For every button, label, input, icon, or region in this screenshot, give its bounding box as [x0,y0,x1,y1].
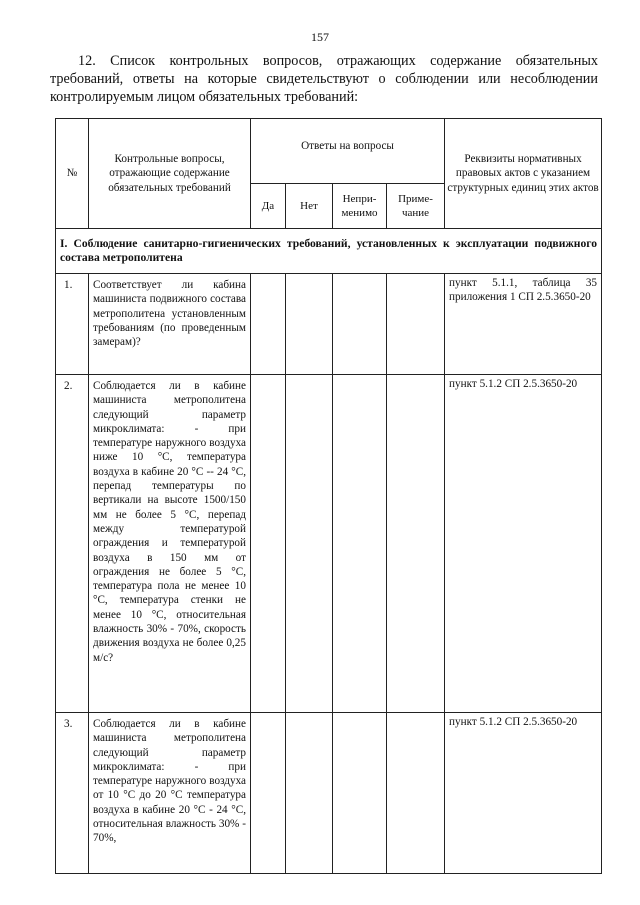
checklist-table [55,118,602,874]
note-cell[interactable] [387,713,445,874]
header-question: Контрольные вопросы, отражающие содержание обязательных требований [89,119,251,229]
intro-paragraph: 12. Список контрольных вопросов, отражающих содержание обязательных требований, ответы на которые свидетельствуют о соблюдении или несоблюдении контролируемым лицом обязательных требований: [50,53,598,105]
answer-no-cell[interactable] [286,375,333,713]
answer-na-cell[interactable] [333,375,387,713]
header-no: Нет [286,184,333,229]
row-question: Соблюдается ли в кабине машиниста метрополитена следующий параметр микроклимата: - при температуре наружного воздуха ниже 10 °С, температура воздуха в кабине 20 °С -- 24 °С, перепад температуры по вертикали на высоте 1500/150 мм не более 5 °С, перепад между температурой ограждения и температурой воздуха в 150 мм от ограждения не более 5 °С, температура пола не менее 10 °С, температура стенки не менее 10 °С, относительная влажность 30% - 70%, скорость движения воздуха не более 0,25 м/с? [89,375,251,713]
header-not-applicable: Непри-менимо [333,184,387,229]
answer-na-cell[interactable] [333,713,387,874]
row-requisite: пункт 5.1.1, таблица 35 приложения 1 СП 2.5.3650-20 [445,274,602,375]
answer-yes-cell[interactable] [251,274,286,375]
section-title: I. Соблюдение санитарно-гигиенических требований, установленных к эксплуатации подвижного состава метрополитена [56,229,602,274]
section-row [56,229,602,274]
header-note: Приме-чание [387,184,445,229]
note-cell[interactable] [387,274,445,375]
header-num: № [56,119,89,229]
table-row [56,274,602,375]
header-answers: Ответы на вопросы [251,119,445,184]
row-question: Соответствует ли кабина машиниста подвижного состава метрополитена установленным требованиям (по проведенным замерам)? [89,274,251,375]
answer-no-cell[interactable] [286,713,333,874]
row-number: 2. [56,375,89,713]
row-requisite: пункт 5.1.2 СП 2.5.3650-20 [445,713,602,874]
row-number: 3. [56,713,89,874]
answer-yes-cell[interactable] [251,713,286,874]
answer-yes-cell[interactable] [251,375,286,713]
row-requisite: пункт 5.1.2 СП 2.5.3650-20 [445,375,602,713]
page-number: 157 [311,30,329,44]
header-row [56,119,602,184]
table-row [56,375,602,713]
answer-no-cell[interactable] [286,274,333,375]
table-row [56,713,602,874]
answer-na-cell[interactable] [333,274,387,375]
header-requisites: Реквизиты нормативных правовых актов с указанием структурных единиц этих актов [445,119,602,229]
row-question: Соблюдается ли в кабине машиниста метрополитена следующий параметр микроклимата: - при температуре наружного воздуха от 10 °С до 20 °С температура воздуха в кабине 20 °С - 24 °С, относительная влажность 30% - 70%, [89,713,251,874]
note-cell[interactable] [387,375,445,713]
header-yes: Да [251,184,286,229]
row-number: 1. [56,274,89,375]
